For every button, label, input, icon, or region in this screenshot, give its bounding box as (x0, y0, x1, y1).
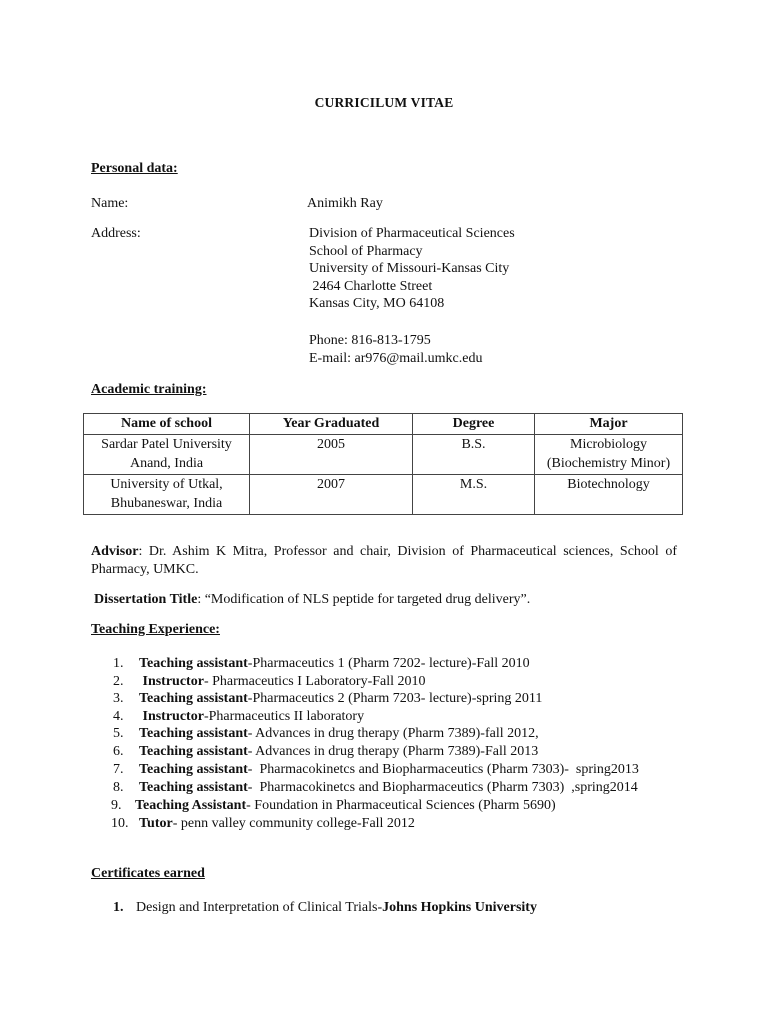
advisor-paragraph (91, 543, 677, 578)
teaching-role: Instructor (139, 709, 204, 724)
address-line: Division of Pharmaceutical Sciences (309, 226, 515, 241)
academic-training-table (83, 413, 683, 515)
dissertation-text: : “Modification of NLS peptide for targeted drug delivery”. (197, 592, 531, 607)
address-line: University of Missouri-Kansas City (309, 261, 510, 277)
table-header-row (84, 414, 683, 435)
phone-number: Phone: 816-813-1795 (309, 333, 431, 348)
degree-cell: M.S. (413, 474, 535, 514)
teaching-description: -Pharmaceutics 1 (Pharm 7202- lecture)-Fall 2010 (247, 656, 530, 671)
list-item-number: 4. (113, 709, 124, 724)
column-header: Degree (413, 414, 535, 435)
major-name: Microbiology (570, 436, 647, 452)
academic-training-heading: Academic training: (91, 382, 207, 397)
list-item (139, 779, 638, 797)
list-item-number: 9. (111, 798, 122, 813)
school-name: Sardar Patel University (101, 436, 232, 452)
teaching-description: - Advances in drug therapy (Pharm 7389)-fall 2012, (247, 726, 539, 741)
teaching-description: - penn valley community college-Fall 2012 (172, 816, 415, 831)
certificates-heading: Certificates earned (91, 866, 205, 881)
school-name: University of Utkal, (110, 476, 223, 492)
list-item-number: 8. (113, 780, 124, 795)
school-cell (84, 434, 250, 474)
teaching-experience-heading: Teaching Experience: (91, 622, 220, 637)
table-row (84, 434, 683, 474)
teaching-description: - Pharmaceutics I Laboratory-Fall 2010 (203, 674, 426, 689)
major-cell (535, 434, 683, 474)
advisor-label: Advisor (91, 544, 139, 559)
year-cell: 2005 (250, 434, 413, 474)
list-item-number: 7. (113, 762, 124, 777)
address-label: Address: (91, 226, 141, 241)
teaching-description: -Pharmaceutics II laboratory (203, 709, 365, 724)
teaching-role: Teaching assistant (139, 691, 248, 706)
list-item (139, 690, 542, 708)
teaching-role: Tutor (139, 816, 173, 831)
list-item-number: 10. (111, 816, 129, 831)
teaching-description: - Pharmacokinetcs and Biopharmaceutics (Pharm 7303)- spring2013 (247, 762, 639, 777)
teaching-description: - Foundation in Pharmaceutical Sciences (Pharm 5690) (246, 798, 556, 813)
dissertation-label: Dissertation Title (94, 592, 198, 607)
address-block (309, 225, 515, 313)
degree-cell: B.S. (413, 434, 535, 474)
document-title: CURRICILUM VITAE (314, 95, 454, 110)
column-header: Year Graduated (250, 414, 413, 435)
table-row (84, 474, 683, 514)
list-item (135, 797, 556, 815)
list-item (139, 673, 426, 691)
column-header: Major (535, 414, 683, 435)
teaching-description: -Pharmaceutics 2 (Pharm 7203- lecture)-spring 2011 (247, 691, 543, 706)
teaching-description: - Pharmacokinetcs and Biopharmaceutics (Pharm 7303) ,spring2014 (247, 780, 638, 795)
school-cell (84, 474, 250, 514)
list-item-number: 6. (113, 744, 124, 759)
list-item (139, 655, 530, 673)
teaching-role: Teaching Assistant (135, 798, 247, 813)
list-item-number: 1. (113, 656, 124, 671)
certificate-number: 1. (113, 900, 124, 915)
column-header: Name of school (84, 414, 250, 435)
name-value: Animikh Ray (307, 196, 383, 211)
certificate-item (136, 899, 537, 917)
personal-data-heading: Personal data: (91, 161, 178, 176)
list-item (139, 815, 415, 833)
school-location: Bhubaneswar, India (110, 496, 223, 511)
list-item-number: 5. (113, 726, 124, 741)
certificate-org: Johns Hopkins University (382, 900, 537, 915)
list-item (139, 743, 538, 761)
year-cell: 2007 (250, 474, 413, 514)
major-cell (535, 474, 683, 514)
list-item (139, 708, 364, 726)
teaching-role: Teaching assistant (139, 780, 248, 795)
address-line: School of Pharmacy (309, 243, 423, 259)
certificate-title: Design and Interpretation of Clinical Trials- (136, 900, 383, 915)
list-item-number: 2. (113, 674, 124, 689)
school-location: Anand, India (129, 456, 204, 471)
teaching-role: Teaching assistant (139, 726, 248, 741)
teaching-role: Instructor (139, 674, 204, 689)
advisor-text: : Dr. Ashim K Mitra, Professor and chair, Division of Pharmaceutical sciences, School of Pharmacy, UMKC. (91, 544, 677, 577)
major-name: Biotechnology (567, 476, 650, 492)
teaching-role: Teaching assistant (139, 744, 248, 759)
teaching-role: Teaching assistant (139, 656, 248, 671)
teaching-description: - Advances in drug therapy (Pharm 7389)-Fall 2013 (247, 744, 539, 759)
list-item (139, 761, 639, 779)
address-line: 2464 Charlotte Street (309, 278, 433, 294)
dissertation-line (94, 591, 530, 609)
list-item (139, 725, 539, 743)
list-item-number: 3. (113, 691, 124, 706)
address-line: Kansas City, MO 64108 (309, 296, 445, 312)
name-label: Name: (91, 196, 129, 211)
email-address: E-mail: ar976@mail.umkc.edu (309, 351, 483, 366)
major-minor: (Biochemistry Minor) (546, 456, 671, 471)
teaching-role: Teaching assistant (139, 762, 248, 777)
